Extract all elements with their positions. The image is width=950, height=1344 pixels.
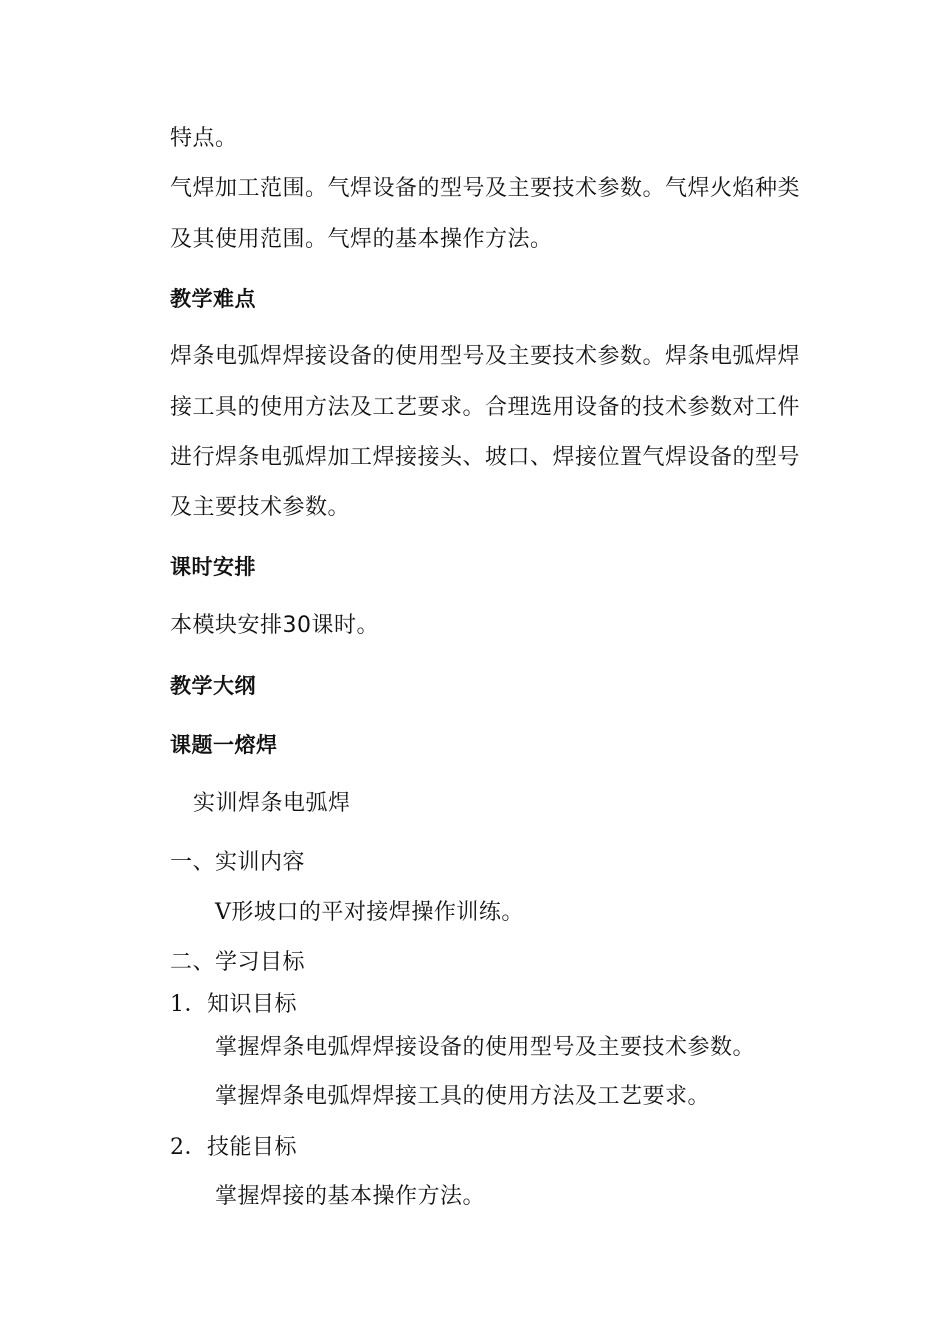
section-learning-goals: 二、学习目标: [170, 950, 306, 975]
schedule-hours: 30: [282, 613, 312, 638]
section-heading-outline: 教学大纲: [170, 674, 256, 698]
section-heading-schedule: 课时安排: [170, 555, 256, 579]
schedule-prefix: 本模块安排: [170, 613, 283, 638]
schedule-suffix: 课时。: [311, 613, 380, 638]
topic-heading: 课题一熔焊: [170, 733, 278, 757]
intro-line-2: 气焊加工范围。气焊设备的型号及主要技术参数。气焊火焰种类: [170, 176, 801, 201]
intro-line-1: 特点。: [170, 126, 238, 151]
section-heading-difficulty: 教学难点: [170, 287, 256, 311]
skill-goal-item: 掌握焊接的基本操作方法。: [215, 1184, 486, 1209]
skill-goals-title: 2．技能目标: [170, 1135, 297, 1160]
training-title: 实训焊条电弧焊: [193, 791, 351, 816]
difficulty-line-2: 接工具的使用方法及工艺要求。合理选用设备的技术参数对工件: [170, 395, 801, 420]
knowledge-goal-item: 掌握焊条电弧焊焊接工具的使用方法及工艺要求。: [215, 1084, 711, 1109]
schedule-text: [170, 611, 379, 641]
difficulty-line-4: 及主要技术参数。: [170, 495, 351, 520]
training-content-text: V形坡口的平对接焊操作训练。: [215, 900, 524, 925]
knowledge-goals-title: 1．知识目标: [170, 992, 297, 1017]
knowledge-goal-item: 掌握焊条电弧焊焊接设备的使用型号及主要技术参数。: [215, 1035, 756, 1060]
difficulty-line-1: 焊条电弧焊焊接设备的使用型号及主要技术参数。焊条电弧焊焊: [170, 344, 801, 369]
section-training-content: 一、实训内容: [170, 850, 306, 875]
difficulty-line-3: 进行焊条电弧焊加工焊接接头、坡口、焊接位置气焊设备的型号: [170, 445, 801, 470]
intro-line-3: 及其使用范围。气焊的基本操作方法。: [170, 227, 553, 252]
